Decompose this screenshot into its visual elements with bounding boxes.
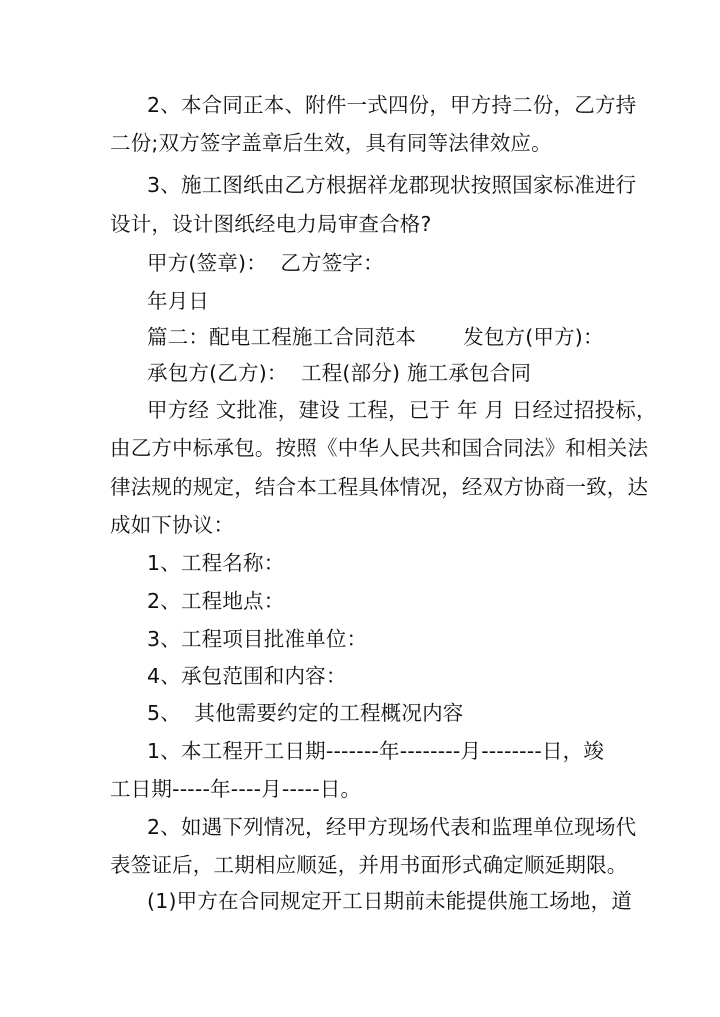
text-line: 3、工程项目批准单位： xyxy=(147,627,368,651)
text-line: 二份;双方签字盖章后生效，具有同等法律效应。 xyxy=(110,131,552,155)
text-line: 设计，设计图纸经电力局审查合格? xyxy=(110,212,432,236)
text-line: 甲方经 文批准，建设 工程，已于 年 月 日经过招投标， xyxy=(147,398,657,422)
text-line: 律法规的规定，结合本工程具体情况，经双方协商一致，达 xyxy=(110,475,649,499)
text-line: 工日期-----年----月-----日。 xyxy=(110,777,362,801)
text-line: 篇二：配电工程施工合同范本 发包方(甲方)： xyxy=(147,325,604,349)
text-line: 2、本合同正本、附件一式四份，甲方持二份，乙方持 xyxy=(147,93,637,117)
text-line: 2、工程地点： xyxy=(147,589,285,613)
text-line: 5、 其他需要约定的工程概况内容 xyxy=(147,701,464,725)
text-line: (1)甲方在合同规定开工日期前未能提供施工场地，道 xyxy=(147,889,633,913)
text-line: 3、施工图纸由乙方根据祥龙郡现状按照国家标准进行 xyxy=(147,173,637,197)
text-line: 承包方(乙方)： 工程(部分) 施工承包合同 xyxy=(147,361,532,385)
text-line: 4、承包范围和内容： xyxy=(147,664,347,688)
text-line: 2、如遇下列情况，经甲方现场代表和监理单位现场代 xyxy=(147,815,637,839)
text-line: 甲方(签章)： 乙方签字： xyxy=(147,251,384,275)
text-line: 1、工程名称： xyxy=(147,551,285,575)
text-line: 表签证后，工期相应顺延，并用书面形式确定顺延期限。 xyxy=(110,853,628,877)
text-line: 成如下协议： xyxy=(110,513,235,537)
text-line: 由乙方中标承包。按照《中华人民共和国合同法》和相关法 xyxy=(110,436,649,460)
text-line: 年月日 xyxy=(147,289,210,313)
text-line: 1、本工程开工日期-------年--------月--------日，竣 xyxy=(147,739,605,763)
